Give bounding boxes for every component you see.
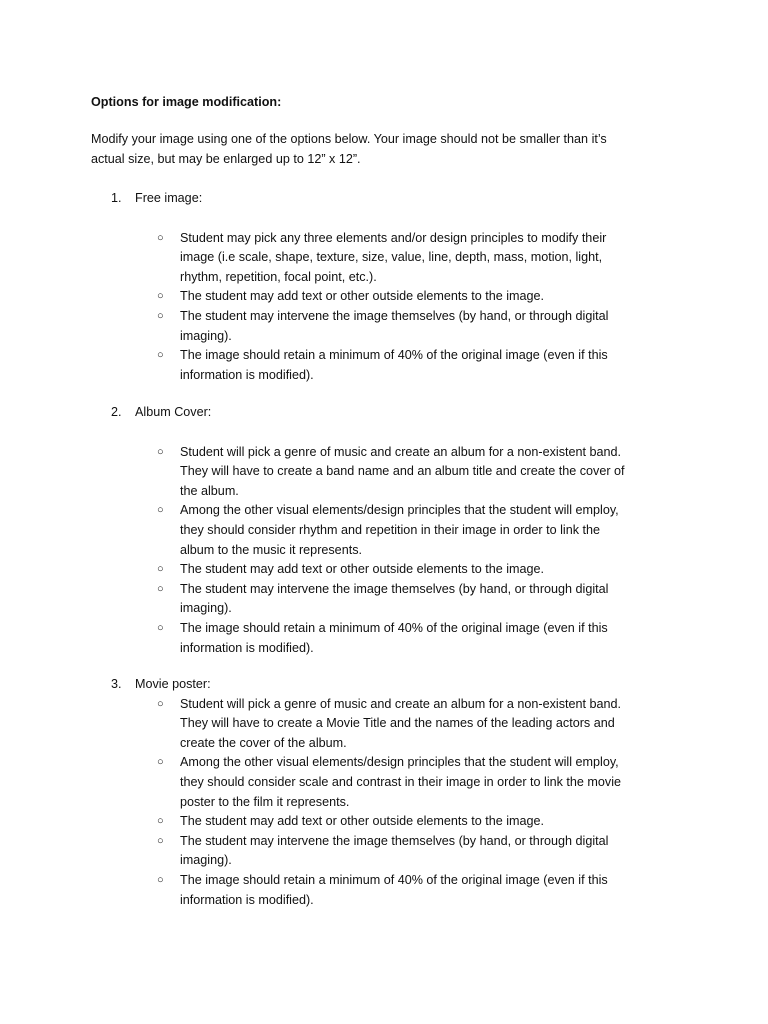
list-item-text-line: poster to the film it represents. [180, 794, 350, 809]
list-item-text-line: Student will pick a genre of music and create an album for a non-existent band. [180, 444, 622, 459]
section-movie-poster [91, 675, 691, 910]
intro-line: Modify your image using one of the options below. Your image should not be smaller than it’s [91, 132, 607, 146]
section-number: 2. [111, 405, 122, 419]
list-item-text-line: The student may intervene the image themselves (by hand, or through digital [180, 308, 609, 323]
intro-line: actual size, but may be enlarged up to 12” x 12”. [91, 151, 361, 166]
list-item-text-line: Among the other visual elements/design principles that the student will employ, [180, 503, 619, 518]
section-album-cover [91, 403, 691, 658]
section-label: Movie poster: [135, 677, 211, 691]
list-item [91, 871, 670, 910]
list-item-text-line: The student may intervene the image themselves (by hand, or through digital [180, 581, 609, 596]
list-item [91, 560, 670, 580]
list-item-text-line: imaging). [180, 853, 232, 868]
list-item-text-line: The student may add text or other outside elements to the image. [180, 814, 545, 829]
section-label: Free image: [135, 191, 203, 205]
bullet-circle-icon: ○ [157, 834, 164, 847]
list-item-text-line: Student will pick a genre of music and create an album for a non-existent band. [180, 696, 622, 711]
list-item-text-line: The student may add text or other outside elements to the image. [180, 289, 545, 304]
list-item-text-line: they should consider rhythm and repetition in their image in order to link the [180, 522, 601, 537]
section-number: 1. [111, 191, 122, 205]
list-item-text-line: Student may pick any three elements and/or design principles to modify their [180, 230, 607, 245]
list-item-text-line: imaging). [180, 601, 232, 616]
bullet-list [91, 443, 691, 659]
list-item [91, 346, 670, 385]
bullet-circle-icon: ○ [157, 873, 164, 886]
list-item-text-line: They will have to create a Movie Title and the names of the leading actors and [180, 716, 615, 731]
list-item [91, 832, 670, 871]
bullet-circle-icon: ○ [157, 621, 164, 634]
section-title [91, 403, 691, 423]
list-item-text-line: rhythm, repetition, focal point, etc.). [180, 269, 377, 284]
list-item-text-line: information is modified). [180, 640, 314, 655]
list-item-text-line: information is modified). [180, 892, 314, 907]
document-heading: Options for image modification: [91, 95, 282, 109]
bullet-circle-icon: ○ [157, 445, 164, 458]
list-item [91, 619, 670, 658]
list-item-text-line: they should consider scale and contrast in their image in order to link the movie [180, 774, 622, 789]
list-item-text-line: the album. [180, 483, 239, 498]
list-item-text-line: information is modified). [180, 367, 314, 382]
list-item-text-line: imaging). [180, 328, 232, 343]
section-number: 3. [111, 677, 122, 691]
list-item-text-line: image (i.e scale, shape, texture, size, value, line, depth, mass, motion, light, [180, 250, 603, 265]
bullet-circle-icon: ○ [157, 815, 164, 828]
list-item-text-line: create the cover of the album. [180, 735, 347, 750]
section-free-image [91, 189, 691, 385]
list-item-text-line: They will have to create a band name and an album title and create the cover of [180, 464, 625, 479]
bullet-list [91, 695, 691, 911]
bullet-circle-icon: ○ [157, 231, 164, 244]
bullet-circle-icon: ○ [157, 309, 164, 322]
section-title [91, 675, 691, 695]
list-item [91, 580, 670, 619]
list-item [91, 753, 670, 812]
list-item [91, 812, 670, 832]
list-item [91, 695, 670, 754]
bullet-circle-icon: ○ [157, 563, 164, 576]
list-item-text-line: The image should retain a minimum of 40% of the original image (even if this [180, 620, 608, 635]
list-item [91, 307, 670, 346]
list-item [91, 229, 670, 288]
intro-paragraph [91, 130, 681, 169]
bullet-circle-icon: ○ [157, 756, 164, 769]
list-item-text-line: album to the music it represents. [180, 542, 362, 557]
section-title [91, 189, 691, 209]
list-item-text-line: Among the other visual elements/design principles that the student will employ, [180, 755, 619, 770]
bullet-circle-icon: ○ [157, 582, 164, 595]
list-item-text-line: The student may intervene the image themselves (by hand, or through digital [180, 833, 609, 848]
list-item-text-line: The student may add text or other outside elements to the image. [180, 562, 545, 577]
bullet-circle-icon: ○ [157, 290, 164, 303]
bullet-list [91, 229, 691, 386]
bullet-circle-icon: ○ [157, 349, 164, 362]
bullet-circle-icon: ○ [157, 697, 164, 710]
list-item [91, 287, 670, 307]
list-item-text-line: The image should retain a minimum of 40% of the original image (even if this [180, 872, 608, 887]
bullet-circle-icon: ○ [157, 504, 164, 517]
list-item [91, 501, 670, 560]
section-label: Album Cover: [135, 405, 212, 419]
list-item-text-line: The image should retain a minimum of 40% of the original image (even if this [180, 348, 608, 363]
list-item [91, 443, 670, 502]
